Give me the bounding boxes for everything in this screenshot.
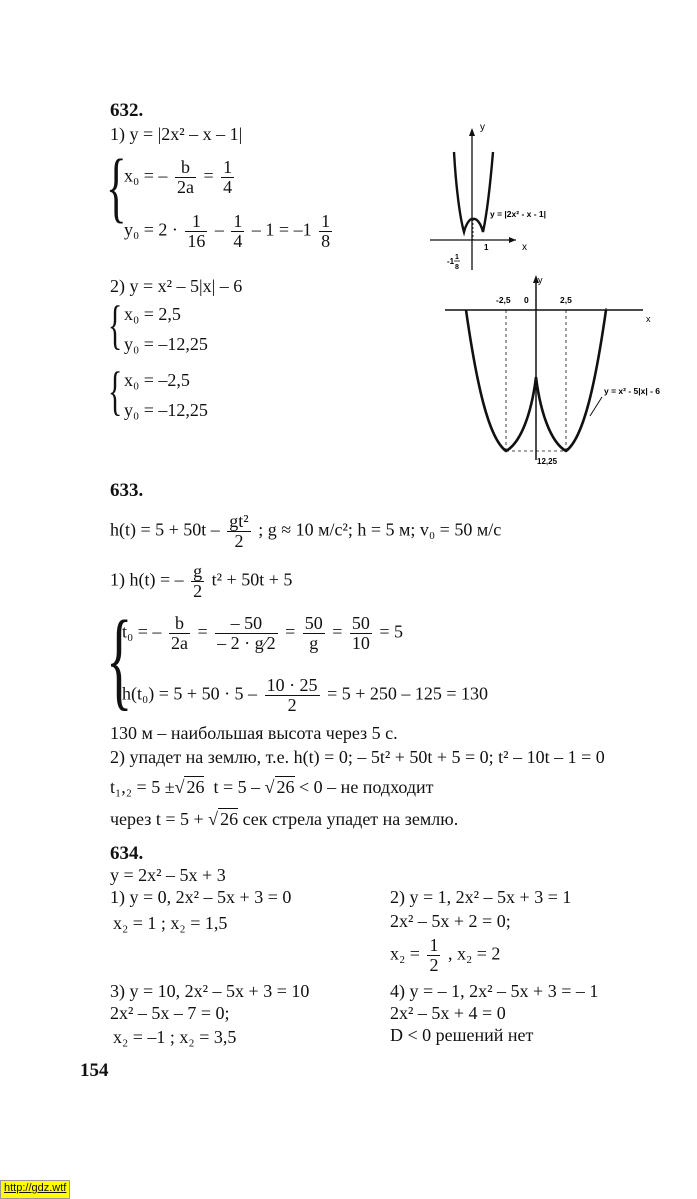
fraction: $\frac{50}{10}$ (351, 613, 370, 653)
p633-sys-t0: t₀ = – $\frac{b}{2a}$ = $\frac{- 50}{- 2 \cdot g⁄2}$ = $\frac{50}{g}$ = $\frac{50}{10}$ = 5 (122, 613, 404, 653)
p634-case1-line1: 1) y = 0, 2x² – 5x + 3 = 0 (110, 887, 292, 907)
footer-site-link[interactable]: http://gdz.wtf (0, 1180, 70, 1199)
fraction: $\frac{\text{gt²}}{2}$ (229, 511, 249, 551)
p634-case1-line2: x₂ = 1 ; x₂ = 1,5 (113, 913, 228, 933)
p632-sys1-brace: { (106, 143, 127, 230)
fraction: $\frac{g}{2}$ (193, 561, 203, 601)
p632-sys3-line2: y₀ = –12,25 (124, 400, 208, 420)
p634-case2-line2: 2x² – 5x + 2 = 0; (390, 911, 511, 931)
fraction: $\frac{50}{g}$ (304, 613, 323, 653)
p633-line-final: через t = 5 + √ 26 сек стрела упадет на землю. (110, 809, 459, 829)
fraction: $\frac{- 50}{- 2 \cdot g⁄2}$ (217, 613, 276, 653)
fraction: $\frac{b}{2a}$ (170, 613, 188, 653)
graph1-y-label: y (480, 122, 485, 133)
p633-part1: 1) h(t) = – $\frac{g}{2}$ t² + 50t + 5 (110, 561, 293, 601)
fraction: $\frac{1}{8}$ (321, 211, 331, 251)
graph2-tick-zero: 0 (524, 295, 529, 305)
p634-case4-line1: 4) y = – 1, 2x² – 5x + 3 = – 1 (390, 981, 599, 1001)
p632-sys3-line1: x₀ = –2,5 (124, 370, 190, 390)
graph2-label-pointer (590, 397, 602, 416)
graph1-tick-one: 1 (484, 243, 489, 252)
p632-part2-title: 2) y = x² – 5|x| – 6 (110, 276, 243, 296)
p632-sys2-brace: { (108, 295, 123, 355)
p632-graph2 (440, 270, 680, 475)
p632-sys1-x0: x₀ = – $\frac{b}{2a}$ = $\frac{1}{4}$ (124, 157, 233, 197)
p634-case2-line1: 2) y = 1, 2x² – 5x + 3 = 1 (390, 887, 572, 907)
p632-sys3-brace: { (108, 361, 123, 421)
p632-graph1 (420, 118, 570, 278)
p634-case3-line3: x₂ = –1 ; x₂ = 3,5 (113, 1027, 237, 1047)
p633-given: h(t) = 5 + 50t – $\frac{\text{gt²}}{2}$ ; g ≈ 10 м/с²; h = 5 м; v₀ = 50 м/с (110, 511, 502, 551)
graph1-func-label: y = |2x² - x - 1| (490, 209, 547, 219)
graph2-tick-right: 2,5 (560, 295, 572, 305)
graph2-min-label: 12,25 (537, 457, 558, 466)
p634-func: y = 2x² – 5x + 3 (110, 865, 226, 885)
fraction: $\frac{10 \cdot 25}{2}$ (266, 675, 318, 715)
p634-case3-line2: 2x² – 5x – 7 = 0; (110, 1003, 230, 1023)
graph1-tick-neg-den: 8 (455, 264, 459, 271)
problem-632-number: 632. (110, 100, 144, 121)
graph1-y-arrow (469, 128, 475, 136)
fraction: $\frac{1}{4}$ (233, 211, 243, 251)
p632-sys2-line2: y₀ = –12,25 (124, 334, 208, 354)
graph1-x-arrow (509, 237, 516, 243)
p632-sys2-line1: x₀ = 2,5 (124, 304, 181, 324)
p634-case3-line1: 3) y = 10, 2x² – 5x + 3 = 10 (110, 981, 310, 1001)
graph1-tick-neg-num: 1 (455, 254, 459, 261)
p633-sys-brace: { (106, 598, 133, 720)
graph2-func-label: y = x² - 5|x| - 6 (604, 386, 661, 396)
p633-line-roots: t₁,₂ = 5 ±√ 26 t = 5 – √ 26 < 0 – не подходит (110, 777, 434, 797)
p633-line-max: 130 м – наибольшая высота через 5 с. (110, 723, 398, 743)
p634-case2-line3: x₂ = $\frac{1}{2}$ , x₂ = 2 (390, 935, 501, 975)
graph1-x-label: x (522, 242, 527, 253)
p634-case4-line2: 2x² – 5x + 4 = 0 (390, 1003, 506, 1023)
graph2-y-label: y (538, 275, 543, 285)
fraction: $\frac{1}{4}$ (223, 157, 233, 197)
p633-sys-h: h(t₀) = 5 + 50 · 5 – $\frac{10 \cdot 25}{2}$ = 5 + 250 – 125 = 130 (122, 675, 489, 715)
graph1-tick-neg: -1 (447, 257, 455, 266)
problem-633-number: 633. (110, 480, 144, 501)
problem-634-number: 634. (110, 843, 144, 864)
p634-case4-line3: D < 0 решений нет (390, 1025, 534, 1045)
fraction: $\frac{b}{2a}$ (176, 157, 194, 197)
graph2-x-label: x (646, 314, 651, 324)
p633-line-ground: 2) упадет на землю, т.е. h(t) = 0; – 5t² + 50t + 5 = 0; t² – 10t – 1 = 0 (110, 747, 605, 767)
graph1-curve (454, 152, 493, 232)
fraction: $\frac{1}{2}$ (429, 935, 439, 975)
p632-part1-title: 1) y = |2x² – x – 1| (110, 124, 243, 144)
p632-sys1-y0: y₀ = 2 · $\frac{1}{16}$ – $\frac{1}{4}$ – 1 = –1 $\frac{1}{8}$ (124, 211, 331, 251)
fraction: $\frac{1}{16}$ (187, 211, 206, 251)
page-number: 154 (80, 1060, 109, 1081)
graph2-tick-left: -2,5 (496, 295, 511, 305)
